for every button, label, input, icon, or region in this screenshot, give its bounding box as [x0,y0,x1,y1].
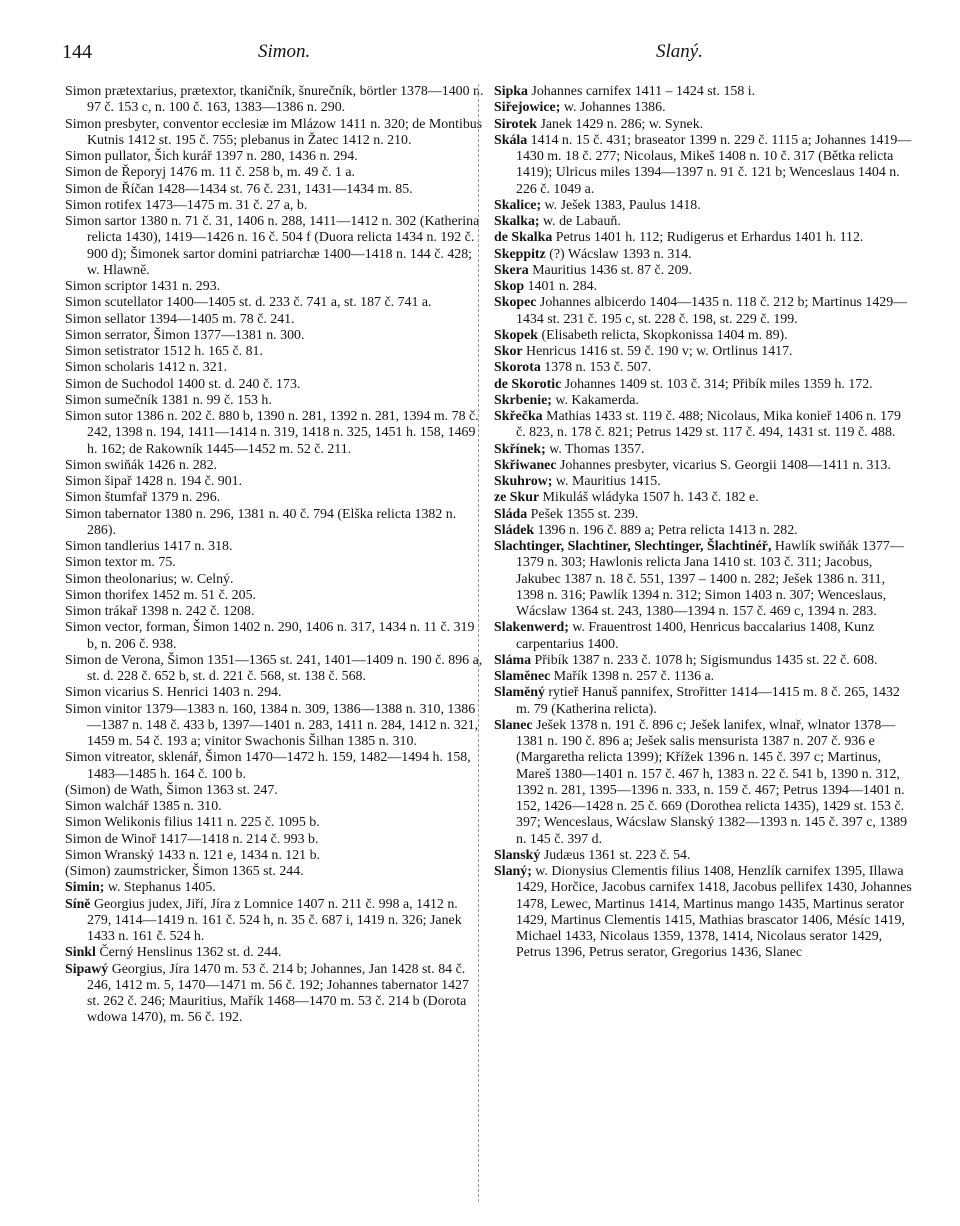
page-number: 144 [62,41,92,63]
dictionary-entry [65,84,485,117]
dictionary-entry [65,490,485,506]
dictionary-entry [494,848,914,864]
dictionary-entry [65,962,485,1027]
right-running-head: Slaný. [656,41,703,62]
dictionary-entry [65,897,485,946]
dictionary-entry [65,750,485,783]
entry-headword: Sládek [494,522,535,538]
dictionary-entry [494,133,914,198]
dictionary-entry [65,474,485,490]
entry-headword: Simin; [65,880,105,896]
entry-text: Simon Wranský 1433 n. 121 e, 1434 n. 121 b. [65,847,320,863]
entry-headword: Skop [494,279,525,294]
entry-text: w. de Labauň. [539,214,621,229]
entry-headword: Skera [494,262,529,278]
entry-text: Simon walchář 1385 n. 310. [65,799,222,814]
entry-text: Simon vinitor 1379—1383 n. 160, 1384 n. 309, 1386—1388 n. 310, 1386—1387 n. 148 č. 433 b, 1397—1401 n. 283, 1411 n. 284, 1412 n. 321, 1459 m. 54 č. 193 a; vinitor Swachonis Šilhan 1385 n. 310. [65,701,479,749]
dictionary-entry [494,653,914,669]
entry-text: Simon de Suchodol 1400 st. d. 240 č. 173. [65,376,301,392]
entry-text: (Simon) zaumstricker, Šimon 1365 st. 244. [65,864,304,879]
dictionary-entry [494,360,914,376]
left-running-head: Simon. [258,41,311,62]
entry-headword: Skeppitz [494,246,546,262]
dictionary-entry [65,198,485,214]
left-column [65,84,485,1027]
dictionary-entry [65,685,485,701]
entry-text: Simon textor m. 75. [65,555,176,571]
entry-text: Simon de Řeporyj 1476 m. 11 č. 258 b, m. 49 č. 1 a. [65,165,356,181]
right-column [494,84,914,962]
entry-text: Henricus 1416 st. 59 č. 190 v; w. Ortlinus 1417. [522,344,793,359]
entry-text: 1401 n. 284. [524,279,598,294]
entry-text: Pešek 1355 st. 239. [527,506,639,522]
dictionary-entry [65,702,485,751]
dictionary-entry [494,393,914,409]
dictionary-entry [494,377,914,393]
dictionary-entry [494,344,914,360]
dictionary-entry [65,279,485,295]
dictionary-entry [494,263,914,279]
entry-text: Mauritius 1436 st. 87 č. 209. [528,262,692,278]
entry-text: Judæus 1361 st. 223 č. 54. [540,847,691,863]
dictionary-entry [494,84,914,100]
dictionary-entry [494,214,914,230]
dictionary-entry [65,409,485,458]
entry-text: Simon de Verona, Šimon 1351—1365 st. 241, 1401—1409 n. 190 č. 896 a, st. d. 228 č. 652 b, st. d. 221 č. 568, st. 138 č. 568. [65,652,483,684]
entry-text: Johannes presbyter, vicarius S. Georgii 1408—1411 n. 313. [556,457,891,473]
entry-text: Simon scholaris 1412 n. 321. [65,360,228,376]
entry-headword: de Skorotic [494,376,562,392]
dictionary-entry [65,832,485,848]
entry-text: Přibík 1387 n. 233 č. 1078 h; Sigismundus 1435 st. 22 č. 608. [531,652,878,668]
entry-text: Simon Welikonis filius 1411 n. 225 č. 1095 b. [65,815,320,831]
dictionary-entry [65,393,485,409]
dictionary-entry [65,555,485,571]
dictionary-entry [65,182,485,198]
entry-text: Mařík 1398 n. 257 č. 1136 a. [550,669,715,684]
entry-headword: Skopec [494,295,537,311]
entry-text: w. Frauentrost 1400, Henricus baccalarius 1408, Kunz carpentarius 1400. [516,620,875,652]
entry-text: Georgius judex, Jiří, Jíra z Lomnice 1407 n. 211 č. 998 a, 1412 n. 279, 1414—1419 n. 161 č. 524 h, n. 35 č. 687 i, 1419 n. 326; Janek 1433 n. 161 č. 524 h. [87,896,462,944]
dictionary-entry [65,312,485,328]
entry-text: Simon swiňák 1426 n. 282. [65,457,218,473]
entry-text: w. Mauritius 1415. [552,474,661,489]
entry-text: Simon sartor 1380 n. 71 č. 31, 1406 n. 288, 1411—1412 n. 302 (Katherina relicta 1430), 1419—1426 n. 16 č. 504 f (Duora relicta 1434 n. 192 č. 900 d); Šimonek sartor domini patriarchæ 1400—1418 n. 144 č. 428; w. Hlawně. [65,214,480,278]
dictionary-entry [65,604,485,620]
dictionary-entry [494,718,914,848]
entry-headword: Slachtinger, Slachtiner, Slechtinger, Šlachtinéř, [494,539,772,554]
entry-headword: Skor [494,344,523,359]
entry-headword: Sláma [494,652,532,668]
dictionary-entry [65,507,485,540]
dictionary-entry [494,198,914,214]
entry-text: Simon sellator 1394—1405 m. 78 č. 241. [65,311,295,327]
dictionary-entry [65,344,485,360]
dictionary-entry [494,409,914,442]
entry-text: Simon sutor 1386 n. 202 č. 880 b, 1390 n. 281, 1392 n. 281, 1394 m. 78 č. 242, 1398 n. 194, 1411—1414 n. 319, 1418 n. 325, 1451 h. 158, 1469 h. 162; de Rakowník 1445—1452 m. 52 č. 211. [65,409,479,457]
entry-text: 1396 n. 196 č. 889 a; Petra relicta 1413 n. 282. [534,522,798,538]
dictionary-entry [494,474,914,490]
dictionary-entry [65,848,485,864]
entry-headword: Slanec [494,717,533,733]
entry-text: rytieř Hanuš pannifex, Strořitter 1414—1415 m. 8 č. 265, 1432 m. 79 (Katherina relicta). [516,685,900,717]
dictionary-entry [494,247,914,263]
entry-text: Simon štumfař 1379 n. 296. [65,490,221,506]
entry-text: Simon de Říčan 1428—1434 st. 76 č. 231, 1431—1434 m. 85. [65,181,413,197]
dictionary-entry [65,864,485,880]
dictionary-entry [494,295,914,328]
entry-headword: Skalka; [494,214,540,229]
entry-text: Simon sumečník 1381 n. 99 č. 153 h. [65,392,272,408]
entry-headword: Slanský [494,847,541,863]
entry-headword: Skřiwanec [494,457,557,473]
dictionary-entry [494,539,914,620]
entry-headword: Siřejowice; [494,100,561,116]
entry-headword: Skalice; [494,197,542,213]
entry-text: Simon scriptor 1431 n. 293. [65,279,221,294]
entry-text: Janek 1429 n. 286; w. Synek. [536,116,704,132]
entry-headword: Slaný; [494,864,532,879]
dictionary-entry [65,149,485,165]
dictionary-entry [65,620,485,653]
entry-text: Simon setistrator 1512 h. 165 č. 81. [65,344,263,359]
entry-text: Simon vector, forman, Šimon 1402 n. 290, 1406 n. 317, 1434 n. 11 č. 319 b, n. 206 č. 938. [65,620,475,652]
entry-text: Johannes carnifex 1411 – 1424 st. 158 i. [527,84,756,99]
entry-text: Simon vitreator, sklenář, Šimon 1470—1472 h. 159, 1482—1494 h. 158, 1483—1485 h. 164 č. 100 b. [65,750,471,782]
entry-text: Simon prætextarius, prætextor, tkaničník, šnurečník, börtler 1378—1400 n. 97 č. 153 c, n. 100 č. 163, 1383—1386 n. 290. [65,84,484,116]
entry-text: Ješek 1378 n. 191 č. 896 c; Ješek lanifex, wlnař, wlnator 1378—1381 n. 190 č. 896 a; Ješek salis mensurista 1387 n. 207 č. 936 e (Margaretha relicta 1399); Křížek 1396 n. 145 č. 397 c; Martinus, Mareš 1380—1401 n. 157 č. 467 h, 1383 n. 22 č. 541 b, 1390 n. 312, 1392 n. 281, 1395—1396 n. 333, n. 159 č. 467; Petrus 1394—1401 n. 152, 1426—1428 n. 25 č. 669 (Dorothea relicta 1435), 1429 st. 153 č. 397; Wenceslaus, Wácslaw Slanský 1382—1393 n. 145 č. 397 c, 1389 n. 145 č. 397 d. [516,717,908,847]
dictionary-entry [494,230,914,246]
dictionary-entry [494,685,914,718]
entry-headword: Slaměnec [494,669,551,684]
dictionary-entry [65,360,485,376]
entry-headword: Sipawý [65,961,109,977]
entry-text: w. Thomas 1357. [545,441,645,457]
entry-headword: Síně [65,896,91,912]
entry-text: Simon theolonarius; w. Celný. [65,571,234,587]
entry-text: Simon tabernator 1380 n. 296, 1381 n. 40 č. 794 (Elška relicta 1382 n. 286). [65,506,457,538]
entry-text: w. Johannes 1386. [560,100,666,116]
dictionary-entry [65,945,485,961]
dictionary-entry [494,100,914,116]
entry-text: 1414 n. 15 č. 431; braseator 1399 n. 229 č. 1115 a; Johannes 1419—1430 m. 18 č. 277; Nicolaus, Mikeš 1408 n. 10 č. 317 (Bětka relicta 1419); Ulricus miles 1394—1397 n. 91 č. 121 b; Wenceslaus 1404 n. 226 č. 1049 a. [516,132,912,197]
entry-text: 1378 n. 153 č. 507. [540,360,652,376]
entry-headword: ze Skur [494,490,540,506]
entry-text: Simon serrator, Šimon 1377—1381 n. 300. [65,327,305,343]
entry-headword: Slaměný [494,685,545,701]
entry-text: Simon pullator, Šich kurář 1397 n. 280, 1436 n. 294. [65,149,358,164]
dictionary-entry [65,214,485,279]
dictionary-entry [494,864,914,962]
entry-text: Simon rotifex 1473—1475 m. 31 č. 27 a, b. [65,197,308,213]
dictionary-entry [65,328,485,344]
dictionary-entry [65,165,485,181]
entry-text: Simon scutellator 1400—1405 st. d. 233 č. 741 a, st. 187 č. 741 a. [65,295,432,311]
dictionary-entry [65,572,485,588]
entry-headword: Sipka [494,84,528,99]
dictionary-entry [65,799,485,815]
dictionary-entry [494,490,914,506]
dictionary-entry [494,279,914,295]
entry-text: Simon tandlerius 1417 n. 318. [65,539,233,554]
dictionary-entry [65,815,485,831]
entry-headword: Skorota [494,360,541,376]
dictionary-entry [494,328,914,344]
entry-text: Petrus 1401 h. 112; Rudigerus et Erhardus 1401 h. 112. [552,230,864,246]
dictionary-entry [65,458,485,474]
entry-headword: Skřečka [494,409,543,424]
column-divider [478,84,479,1202]
entry-headword: Sirotek [494,116,537,132]
entry-text: (?) Wácslaw 1393 n. 314. [545,246,692,262]
entry-text: w. Dionysius Clementis filius 1408, Henzlík carnifex 1395, Illawa 1429, Horčice, Jacobus carnifex 1418, Jacobus pellifex 1430, Johannes 1478, Lewec, Martinus 1414, Martinus mango 1435, Martinus serator 1429, Martinus Clementis 1415, Mathias brascator 1406, Mésíc 1419, Michael 1433, Nicolaus 1359, 1378, 1414, Nicolaus serator 1429, Petrus 1396, Petrus serator, Gregorius 1436, Slanec [516,864,912,961]
entry-text: (Simon) de Wath, Šimon 1363 st. 247. [65,782,278,798]
entry-text: Simon vicarius S. Henrici 1403 n. 294. [65,685,282,701]
entry-headword: Sláda [494,506,528,522]
entry-text: Černý Henslinus 1362 st. d. 244. [95,945,282,961]
entry-text: Simon šipař 1428 n. 194 č. 901. [65,474,243,489]
entry-headword: Sinkl [65,945,96,961]
entry-text: Hawlík swiňák 1377—1379 n. 303; Hawlonis relicta Jana 1410 st. 103 č. 311; Jacobus, Jakubec 1387 n. 18 č. 551, 1397 – 1400 n. 282; Ješek 1386 n. 311, 1398 n. 316; Pawlík 1394 n. 312; Simon 1403 n. 307; Wenceslaus, Wácslaw 1364 st. 243, 1380—1394 n. 157 č. 469 c, 1394 n. 283. [516,539,904,619]
dictionary-entry [494,507,914,523]
dictionary-entry [494,523,914,539]
dictionary-entry [65,539,485,555]
dictionary-entry [65,653,485,686]
entry-headword: Skuhrow; [494,474,553,489]
entry-text: Mikuláš wládyka 1507 h. 143 č. 182 e. [539,490,759,506]
dictionary-entry [65,880,485,896]
entry-headword: Skřínek; [494,441,546,457]
entry-text: Simon trákař 1398 n. 242 č. 1208. [65,604,255,619]
entry-headword: Skopek [494,327,539,343]
dictionary-entry [494,669,914,685]
dictionary-entry [494,442,914,458]
dictionary-entry [65,295,485,311]
dictionary-entry [65,783,485,799]
entry-text: Johannes albicerdo 1404—1435 n. 118 č. 212 b; Martinus 1429—1434 st. 231 č. 195 c, st. 228 č. 198, st. 229 č. 199. [516,295,908,327]
entry-headword: Skála [494,132,528,148]
dictionary-entry [494,620,914,653]
entry-text: Simon de Winoř 1417—1418 n. 214 č. 993 b. [65,831,319,847]
entry-text: Mathias 1433 st. 119 č. 488; Nicolaus, Mika konieř 1406 n. 179 č. 823, n. 178 č. 821; Petrus 1429 st. 117 č. 494, 1431 st. 119 č. 488. [516,409,901,441]
entry-text: Johannes 1409 st. 103 č. 314; Přibík miles 1359 h. 172. [561,376,873,392]
entry-headword: Slakenwerd; [494,620,569,636]
dictionary-entry [494,117,914,133]
entry-headword: Skrbenie; [494,392,552,408]
entry-headword: de Skalka [494,230,553,246]
entry-text: w. Stephanus 1405. [104,880,216,896]
entry-text: Simon thorifex 1452 m. 51 č. 205. [65,587,256,603]
dictionary-entry [65,117,485,150]
entry-text: w. Ješek 1383, Paulus 1418. [541,197,701,213]
entry-text: (Elisabeth relicta, Skopkonissa 1404 m. 89). [538,327,788,343]
dictionary-entry [494,458,914,474]
entry-text: Georgius, Jíra 1470 m. 53 č. 214 b; Johannes, Jan 1428 st. 84 č. 246, 1412 m. 5, 1470—1471 m. 56 č. 192; Johannes tabernator 1427 st. 262 č. 246; Mauritius, Mařík 1468—1470 m. 53 č. 214 b (Dorota wdowa 1470), m. 56 č. 192. [87,961,469,1026]
entry-text: w. Kakamerda. [551,392,639,408]
entry-text: Simon presbyter, conventor ecclesiæ im Mlázow 1411 n. 320; de Montibus Kutnis 1412 st. 195 č. 755; plebanus in Žatec 1412 n. 210. [65,116,483,148]
dictionary-entry [65,377,485,393]
dictionary-entry [65,588,485,604]
